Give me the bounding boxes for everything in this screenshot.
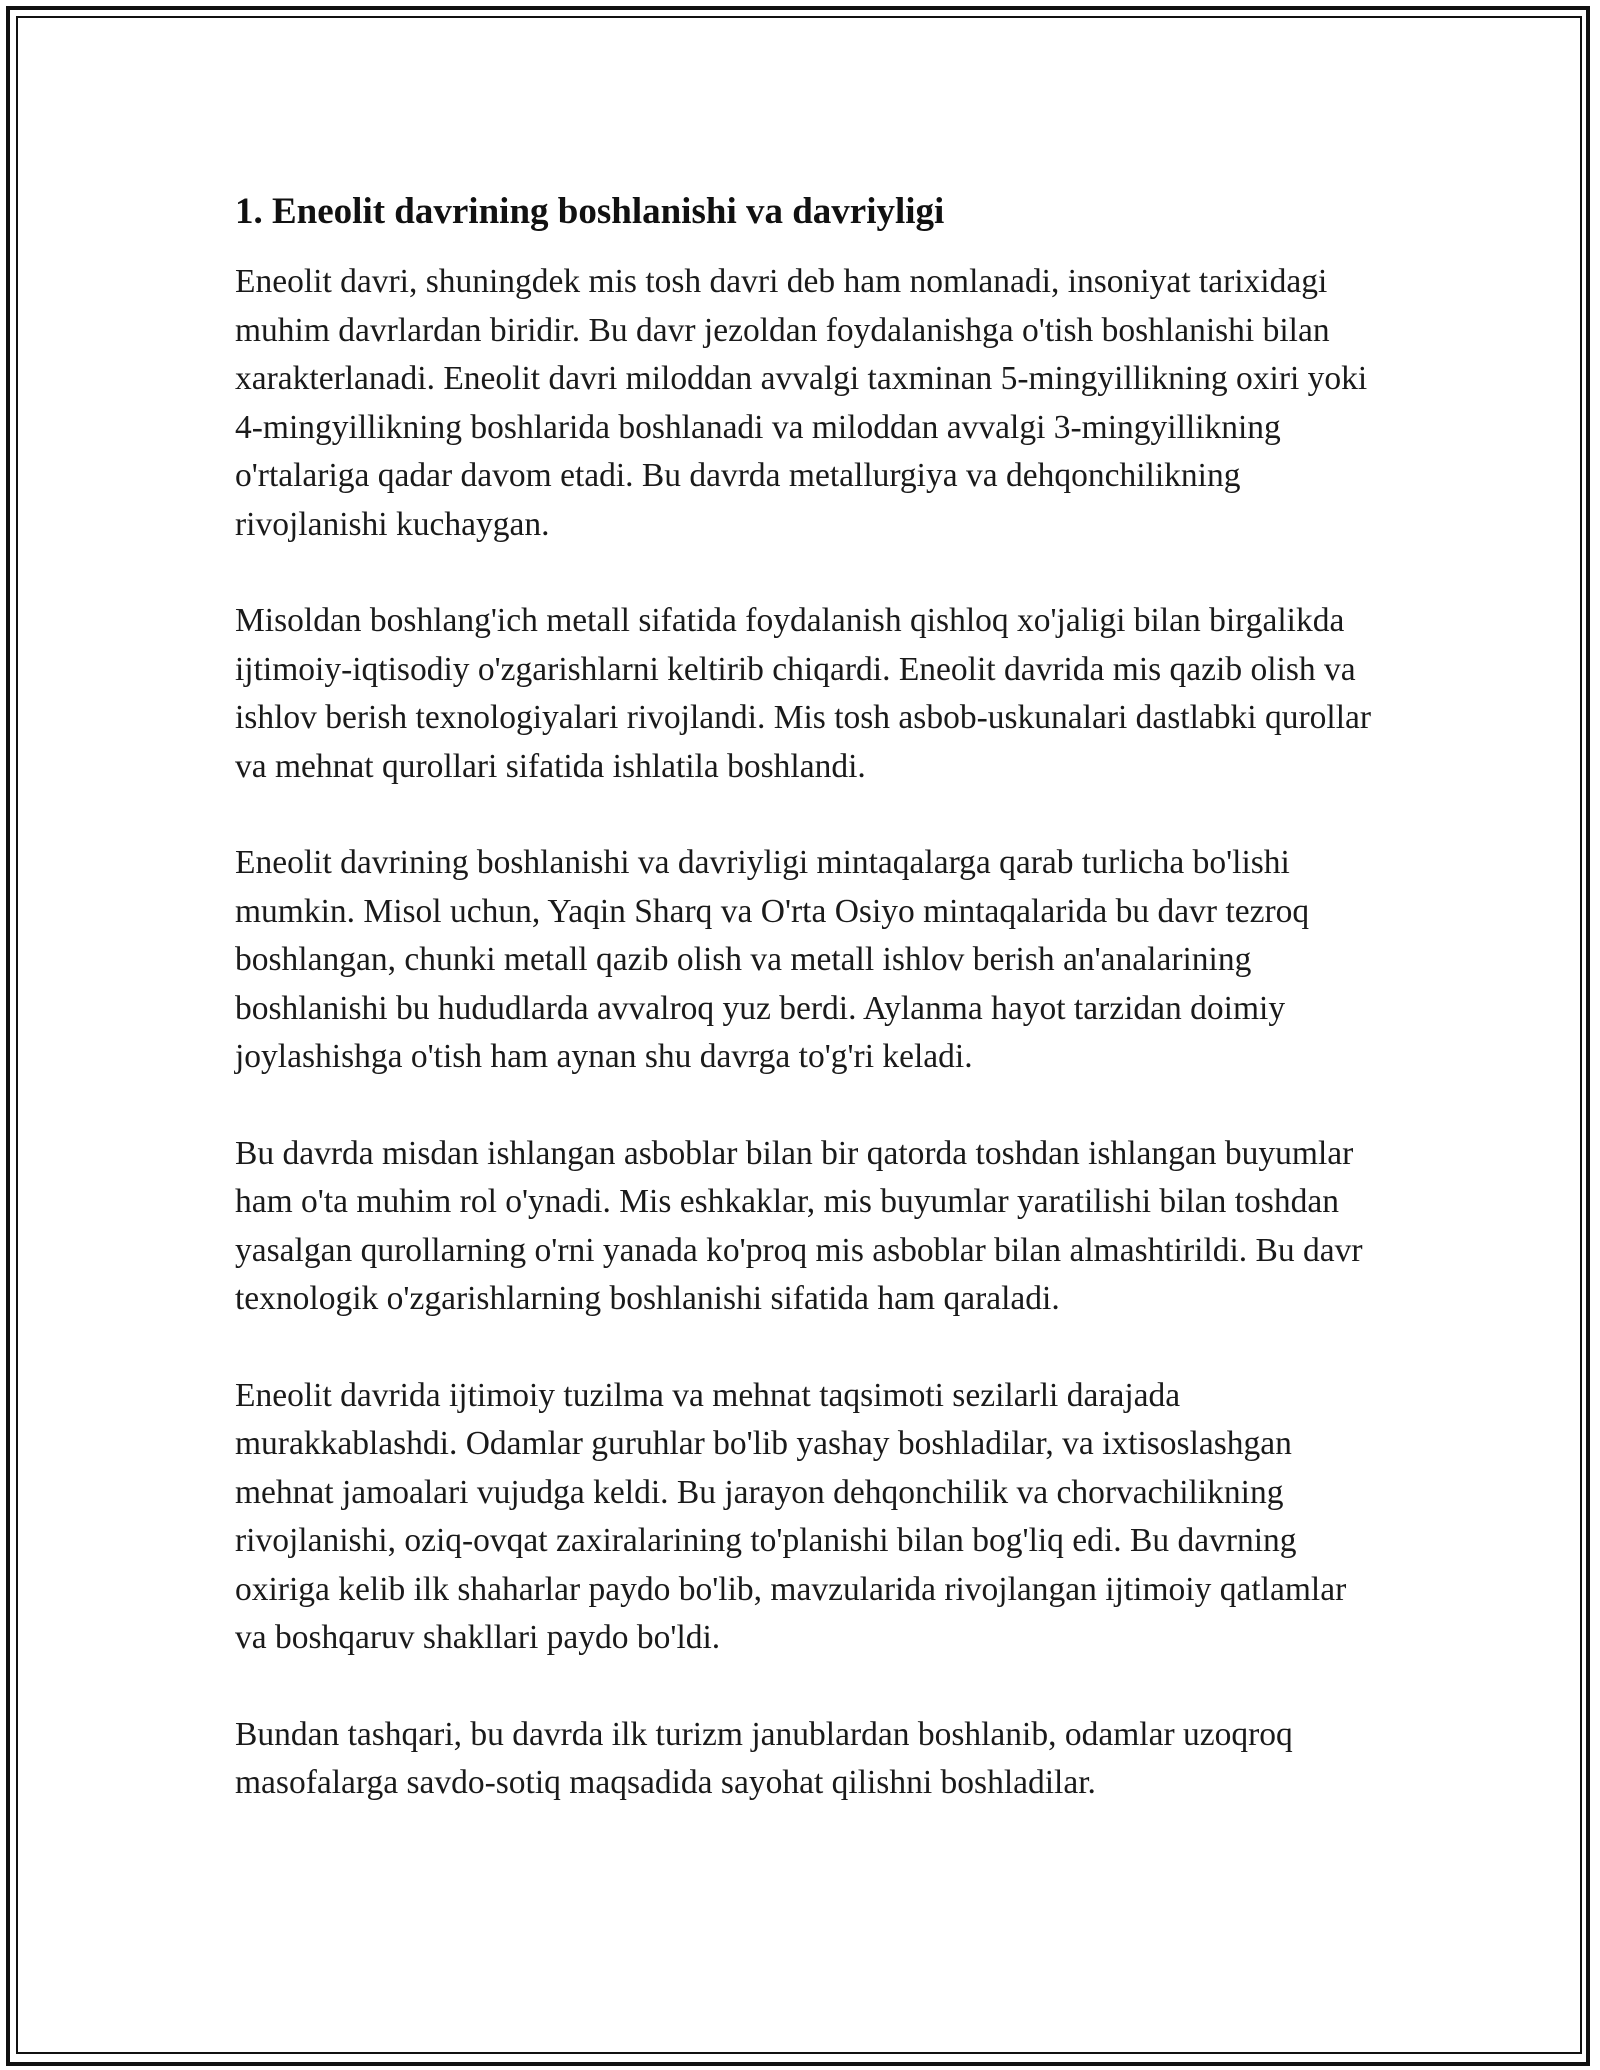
paragraph-2: Misoldan boshlang'ich metall sifatida foydalanish qishloq xo'jaligi bilan birgalikda ijtimoiy-iqtisodiy o'zgarishlarni keltirib chiqardi. Eneolit davrida mis qazib olish va ishlov berish texnologiyalari rivojlandi. Mis tosh asbob-uskunalari dastlabki qurollar va mehnat qurollari sifatida ishlatila boshlandi. [235,602,1372,785]
paragraph-5: Eneolit davrida ijtimoiy tuzilma va mehnat taqsimoti sezilarli darajada murakkablashdi. Odamlar guruhlar bo'lib yashay boshladilar, va ixtisoslashgan mehnat jamoalari vujudga keldi. Bu jarayon dehqonchilik va chorvachilikning rivojlanishi, oziq-ovqat zaxiralarining to'planishi bilan bog'liq edi. Bu davrning oxiriga kelib ilk shaharlar paydo bo'lib, mavzularida rivojlangan ijtimoiy qatlamlar va boshqaruv shakllari paydo bo'ldi. [235,1376,1347,1656]
paragraph-4: Bu davrda misdan ishlangan asboblar bilan bir qatorda toshdan ishlangan buyumlar ham o'ta muhim rol o'ynadi. Mis eshkaklar, mis buyumlar yaratilishi bilan toshdan yasalgan qurollarning o'rni yanada ko'proq mis asboblar bilan almashtirildi. Bu davr texnologik o'zgarishlarning boshlanishi sifatida ham qaraladi. [235,1134,1363,1317]
paragraph-1: Eneolit davri, shuningdek mis tosh davri deb ham nomlanadi, insoniyat tarixidagi muhim davrlardan biridir. Bu davr jezoldan foydalanishga o'tish boshlanishi bilan xarakterlanadi. Eneolit davri miloddan avvalgi taxminan 5-mingyillikning oxiri yoki 4-mingyillikning boshlarida boshlanadi va miloddan avvalgi 3-mingyillikning o'rtalariga qadar davom etadi. Bu davrda metallurgiya va dehqonchilikning rivojlanishi kuchaygan. [235,263,1368,543]
paragraph-6: Bundan tashqari, bu davrda ilk turizm janublardan boshlanib, odamlar uzoqroq masofalarga savdo-sotiq maqsadida sayohat qilishni boshladilar. [235,1715,1293,1801]
document-body [235,188,1375,1856]
paragraph-3: Eneolit davrining boshlanishi va davriyligi mintaqalarga qarab turlicha bo'lishi mumkin. Misol uchun, Yaqin Sharq va O'rta Osiyo mintaqalarida bu davr tezroq boshlangan, chunki metall qazib olish va metall ishlov berish an'analarining boshlanishi bu hududlarda avvalroq yuz berdi. Aylanma hayot tarzidan doimiy joylashishga o'tish ham aynan shu davrga to'g'ri keladi. [235,844,1310,1075]
section-heading: 1. Eneolit davrining boshlanishi va davriyligi [235,191,945,232]
